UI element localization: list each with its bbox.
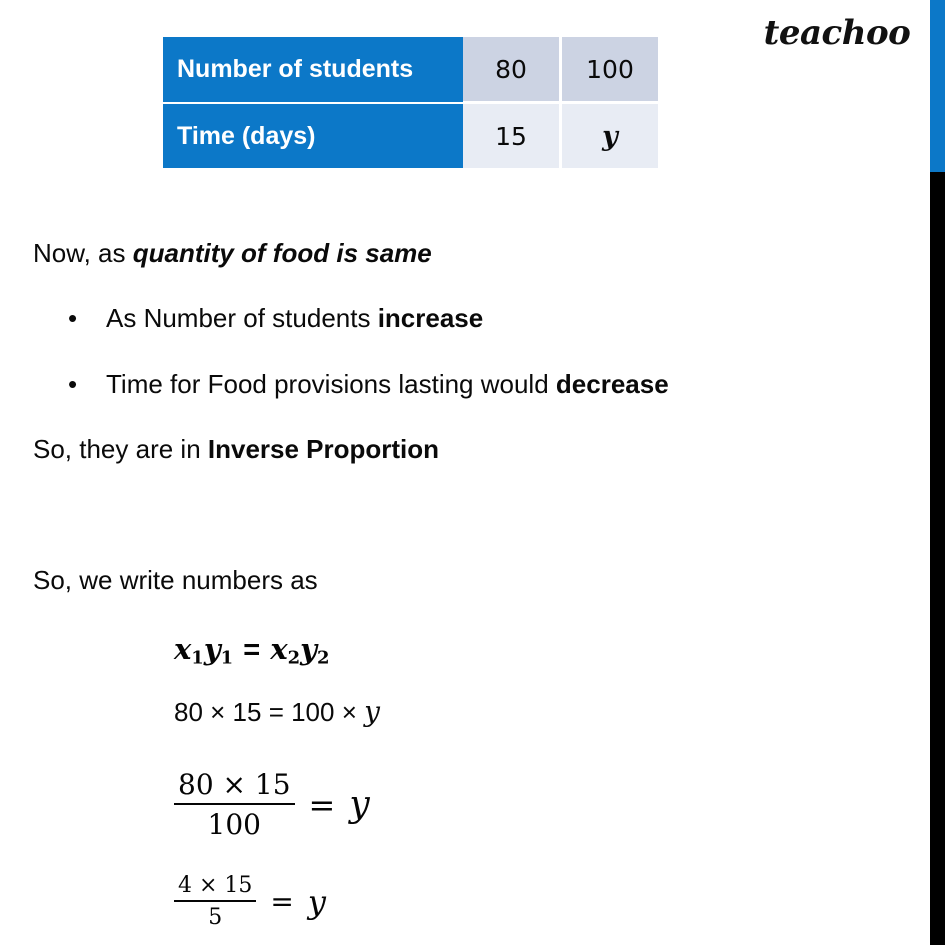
conclusion-line [33, 436, 439, 462]
list-item [68, 371, 669, 397]
unknown-variable-y: y [602, 120, 618, 152]
identity-equals: = [243, 634, 261, 666]
fraction-1-denominator: 100 [207, 808, 261, 841]
identity-y2: y [300, 632, 318, 666]
intro-emphasis-text: quantity of food is same [132, 238, 432, 268]
cell-time-y2 [562, 104, 658, 168]
right-edge-blue-bar [930, 0, 945, 172]
bullet-marker-icon: • [68, 303, 78, 333]
fraction-2-equals: = [270, 885, 294, 918]
table-row [163, 37, 658, 104]
bullet-2-bold: decrease [555, 369, 669, 399]
table-row [163, 104, 658, 168]
identity-y2-sub: 2 [317, 647, 330, 669]
substitution-text: 80 × 15 = 100 × [174, 697, 365, 727]
fraction-1 [174, 768, 295, 841]
conclusion-prefix-text: So, they are in [33, 434, 208, 464]
cell-time-y1: 15 [463, 104, 562, 168]
bullet-marker-icon: • [68, 369, 78, 399]
teachoo-logo: teachoo [763, 13, 911, 53]
fraction-2-result: y [307, 882, 326, 921]
fraction-1-result: y [349, 784, 370, 825]
bullet-2-prefix: Time for Food provisions lasting would [106, 369, 556, 399]
right-edge-black-bar [930, 172, 945, 945]
fraction-2-denominator: 5 [208, 905, 223, 930]
intro-prefix-text: Now, as [33, 238, 133, 268]
conclusion-bold-text: Inverse Proportion [207, 434, 440, 464]
identity-x2: x [270, 632, 288, 666]
list-item [68, 305, 483, 331]
substitution-variable-y: y [364, 695, 380, 728]
equation-identity [174, 632, 330, 668]
identity-x2-sub: 2 [287, 647, 301, 669]
row-header-time-days: Time (days) [163, 104, 463, 168]
bullet-1-bold: increase [377, 303, 484, 333]
fraction-1-numerator: 80 × 15 [178, 768, 291, 801]
equation-substitution [174, 695, 380, 728]
bullet-1-prefix: As Number of students [106, 303, 378, 333]
identity-x1: x [174, 632, 192, 666]
identity-y1-sub: 1 [220, 647, 234, 669]
write-numbers-line: So, we write numbers as [33, 565, 318, 595]
proportion-data-table [163, 37, 658, 168]
equation-fraction-1 [174, 768, 370, 841]
identity-x1-sub: 1 [191, 647, 204, 669]
fraction-2-numerator: 4 × 15 [178, 873, 253, 898]
cell-students-x2: 100 [562, 37, 658, 104]
row-header-number-of-students: Number of students [163, 37, 463, 104]
cell-students-x1: 80 [463, 37, 562, 104]
fraction-2 [174, 873, 256, 930]
equation-fraction-2 [174, 873, 326, 930]
fraction-1-equals: = [308, 785, 336, 824]
identity-y1: y [203, 632, 221, 666]
intro-line [33, 240, 432, 266]
